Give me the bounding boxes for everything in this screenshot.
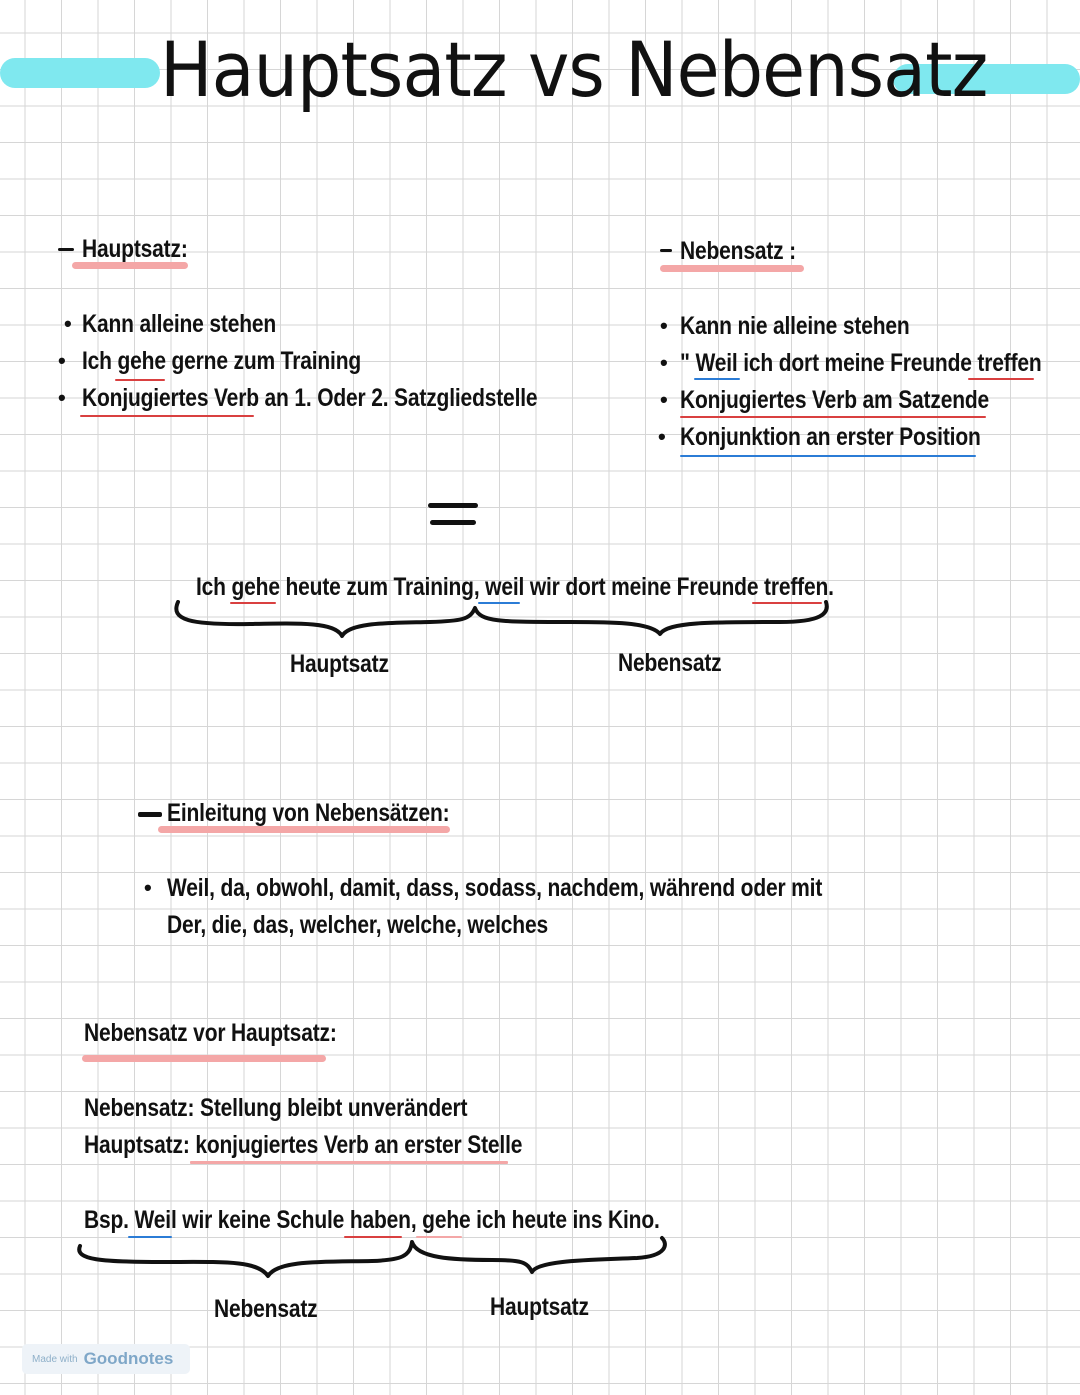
underline-gehe [115, 379, 165, 381]
underline-weil [694, 378, 740, 380]
nebensatz-item-4: Konjunktion an erster Position [680, 423, 981, 451]
einleitung-line-1: Weil, da, obwohl, damit, dass, sodass, nachdem, während oder mit [167, 874, 823, 902]
bullet: • [660, 313, 668, 338]
bullet: • [58, 348, 66, 373]
vor-example: Bsp. Weil wir keine Schule haben, gehe ich heute ins Kino. [84, 1206, 660, 1234]
watermark-prefix: Made with [32, 1353, 78, 1365]
underline-konjugiertes-verb-vor [190, 1161, 508, 1164]
vor-line-1: Nebensatz: Stellung bleibt unverändert [84, 1094, 468, 1122]
underline-verb-satzende [680, 416, 986, 418]
goodnotes-watermark [22, 1344, 190, 1374]
example1-label-nebensatz: Nebensatz [618, 649, 722, 677]
bullet: • [660, 387, 668, 412]
nebensatz-item-2: " Weil ich dort meine Freunde treffen [680, 349, 1042, 377]
underline-konjunktion [680, 455, 976, 457]
hauptsatz-item-3: Konjugiertes Verb an 1. Oder 2. Satzgliedstelle [82, 384, 538, 412]
title-highlight-left [0, 58, 160, 88]
page-title: Hauptsatz vs Nebensatz [160, 25, 988, 114]
einleitung-heading: Einleitung von Nebensätzen: [167, 799, 450, 827]
brace-example1 [170, 600, 840, 645]
hauptsatz-item-2: Ich gehe gerne zum Training [82, 347, 362, 375]
nebensatz-heading-highlight [660, 265, 804, 272]
nebensatz-item-1: Kann nie alleine stehen [680, 312, 910, 340]
vor-label-hauptsatz: Hauptsatz [490, 1293, 589, 1321]
equals-sign [428, 503, 478, 527]
example1-label-hauptsatz: Hauptsatz [290, 650, 389, 678]
vor-heading: Nebensatz vor Hauptsatz: [84, 1019, 337, 1047]
bullet: • [658, 424, 666, 449]
hauptsatz-item-1: Kann alleine stehen [82, 310, 277, 338]
hauptsatz-dash [58, 248, 74, 251]
einleitung-dash [138, 812, 162, 817]
example1-sentence: Ich gehe heute zum Training, weil wir dort meine Freunde treffen. [196, 573, 834, 601]
bullet: • [58, 385, 66, 410]
vor-line-2: Hauptsatz: konjugiertes Verb an erster Stelle [84, 1131, 523, 1159]
nebensatz-item-3: Konjugiertes Verb am Satzende [680, 386, 990, 414]
underline-konjugiertes-verb [80, 415, 254, 417]
hauptsatz-heading: Hauptsatz: [82, 235, 188, 263]
watermark-brand: Goodnotes [83, 1349, 174, 1368]
bullet: • [64, 311, 72, 336]
vor-label-nebensatz: Nebensatz [214, 1295, 318, 1323]
bullet: • [660, 350, 668, 375]
underline-treffen [968, 378, 1034, 380]
bullet: • [144, 875, 152, 900]
brace-example2 [72, 1232, 672, 1282]
einleitung-line-2: Der, die, das, welcher, welche, welches [167, 911, 548, 939]
vor-heading-highlight [82, 1055, 326, 1062]
nebensatz-dash [660, 249, 672, 252]
nebensatz-heading: Nebensatz : [680, 237, 797, 265]
